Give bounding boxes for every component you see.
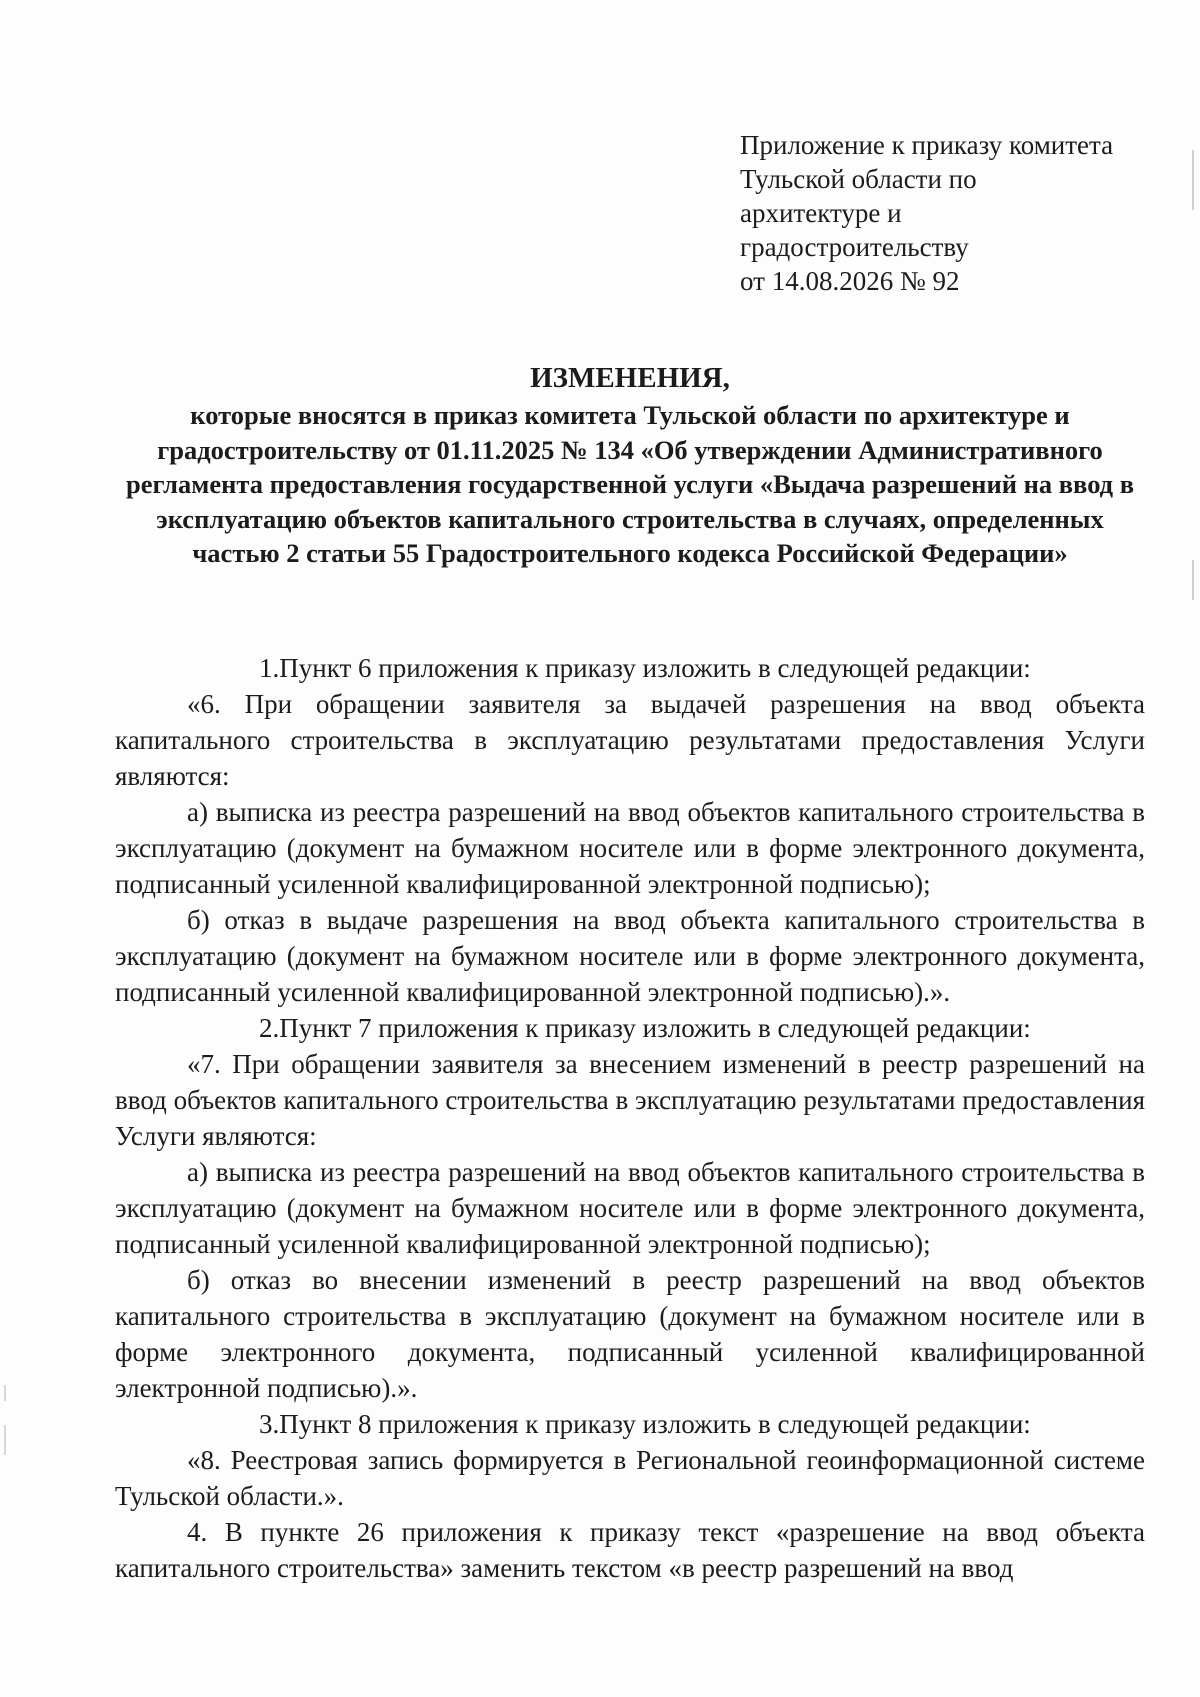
appendix-header-line: архитектуре и <box>740 198 902 228</box>
scan-edge-mark <box>1192 560 1194 600</box>
appendix-header-line: градостроительству <box>740 232 969 262</box>
document-title <box>112 360 1148 571</box>
item-text: Пункт 7 приложения к приказу изложить в следующей редакции: <box>279 1013 1031 1043</box>
appendix-header <box>740 128 1140 298</box>
numbered-item <box>115 650 1145 686</box>
appendix-header-line: Тульской области по <box>740 164 977 194</box>
numbered-item <box>115 1406 1145 1442</box>
body-paragraph: б) отказ во внесении изменений в реестр разрешений на ввод объектов капитального строительства в эксплуатацию (документ на бумажном носителе или в форме электронного документа, подписанный усиленной квалифицированной электронной подписью).». <box>115 1265 1145 1403</box>
body-paragraph: «8. Реестровая запись формируется в Региональной геоинформационной системе Тульской области.». <box>115 1445 1145 1511</box>
item-text: Пункт 8 приложения к приказу изложить в следующей редакции: <box>279 1409 1031 1439</box>
body-paragraph: а) выписка из реестра разрешений на ввод объектов капитального строительства в эксплуатацию (документ на бумажном носителе или в форме электронного документа, подписанный усиленной квалифицированной электронной подписью); <box>115 1157 1145 1259</box>
body-paragraph: «6. При обращении заявителя за выдачей разрешения на ввод объекта капитального строительства в эксплуатацию результатами предоставления Услуги являются: <box>115 689 1145 791</box>
appendix-header-line: от 14.08.2026 № 92 <box>740 266 960 296</box>
item-number: 1. <box>259 653 280 683</box>
body-paragraph: «7. При обращении заявителя за внесением изменений в реестр разрешений на ввод объектов капитального строительства в эксплуатацию результатами предоставления Услуги являются: <box>115 1049 1145 1151</box>
body-paragraph: а) выписка из реестра разрешений на ввод объектов капитального строительства в эксплуатацию (документ на бумажном носителе или в форме электронного документа, подписанный усиленной квалифицированной электронной подписью); <box>115 797 1145 899</box>
scan-edge-mark <box>4 1385 6 1401</box>
item-text: Пункт 6 приложения к приказу изложить в следующей редакции: <box>279 653 1031 683</box>
scan-edge-mark <box>4 1425 6 1455</box>
scan-edge-mark <box>1192 150 1194 210</box>
item-number: 2. <box>259 1013 280 1043</box>
body-paragraph: б) отказ в выдаче разрешения на ввод объекта капитального строительства в эксплуатацию (документ на бумажном носителе или в форме электронного документа, подписанный усиленной квалифицированной электронной подписью).». <box>115 905 1145 1007</box>
numbered-item <box>115 1010 1145 1046</box>
document-body <box>115 650 1145 1586</box>
title-main: ИЗМЕНЕНИЯ, <box>530 362 730 394</box>
appendix-header-line: Приложение к приказу комитета <box>740 130 1114 160</box>
title-subtitle: которые вносятся в приказ комитета Тульской области по архитектуре и градостроительству от 01.11.2025 № 134 «Об утверждении Административного регламента предоставления государственной услуги «Выдача разрешений на ввод в эксплуатацию объектов капитального строительства в случаях, определенных частью 2 статьи 55 Градостроительного кодекса Российской Федерации» <box>125 400 1135 568</box>
item-number: 3. <box>259 1409 280 1439</box>
body-paragraph: 4. В пункте 26 приложения к приказу текст «разрешение на ввод объекта капитального строительства» заменить текстом «в реестр разрешений на ввод <box>115 1517 1145 1583</box>
